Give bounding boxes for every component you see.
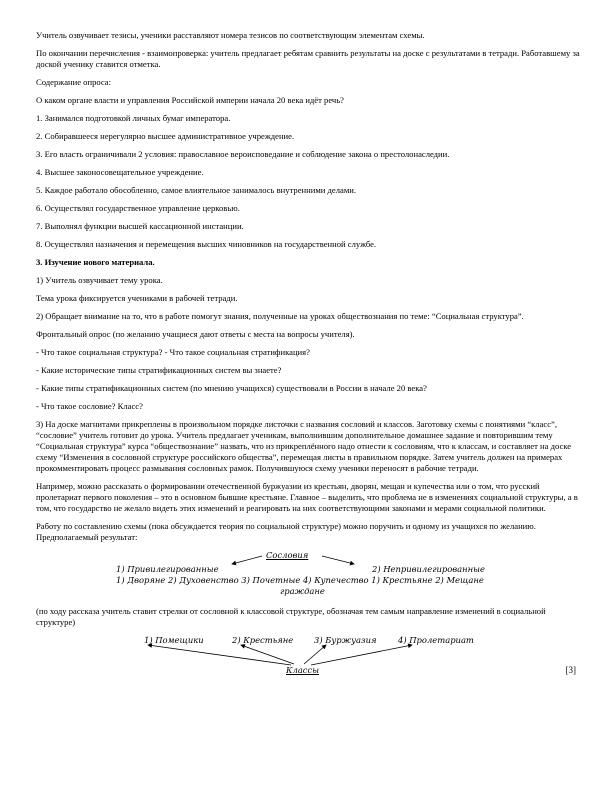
question-1: 1. Занимался подготовкой личных бумаг императора. — [36, 113, 231, 123]
privileged-label: 1) Привилегированные — [116, 564, 219, 574]
paragraph-3: Содержание опроса: — [36, 77, 112, 87]
question-6: 6. Осуществлял государственное управление церковью. — [36, 203, 240, 213]
paragraph-assignment: Работу по составлению схемы (пока обсуждается теория по социальной структуре) можно поручить и одному из учащихся по желанию. Предполагаемый результат: — [36, 521, 536, 542]
arrow-bourgeoisie — [304, 645, 326, 664]
survey-question-3: - Какие типы стратификационных систем (по мнению учащихся) существовали в России в начале 20 века? — [36, 383, 427, 393]
survey-question-2: - Какие исторические типы стратификационных систем вы знаете? — [36, 365, 282, 375]
classes-label: Классы — [286, 665, 320, 675]
classes-diagram — [36, 635, 584, 675]
document-page — [36, 30, 584, 675]
arrow-peasants — [241, 645, 294, 664]
paragraph-step-1: 1) Учитель озвучивает тему урока. — [36, 275, 163, 285]
paragraph-2: По окончании перечисления - взаимопроверка: учитель предлагает ребятам сравнить результаты на доске с результатами в тетради. Работавшему за доской ученику ставится отметка. — [36, 48, 580, 69]
paragraph-1: Учитель озвучивает тезисы, ученики расставляют номера тезисов по соответствующим элементам схемы. — [36, 30, 425, 40]
survey-question-4: - Что такое сословие? Класс? — [36, 401, 143, 411]
survey-question-1: - Что такое социальная структура? - Что такое социальная стратификация? — [36, 347, 310, 357]
arrow-left — [232, 556, 262, 564]
class-item-2: 2) Крестьяне — [232, 635, 294, 645]
estates-diagram — [36, 550, 584, 602]
estates-list-continuation: граждане — [280, 586, 325, 596]
question-4: 4. Высшее законосовещательное учреждение. — [36, 167, 204, 177]
page-number: [3] — [565, 665, 576, 675]
paragraph-4: О каком органе власти и управления Российской империи начала 20 века идёт речь? — [36, 95, 344, 105]
paragraph-frontal: Фронтальный опрос (по желанию учащиеся дают ответы с места на вопросы учителя). — [36, 329, 355, 339]
paragraph-step-2: 2) Обращает внимание на то, что в работе помогут знания, полученные на уроках обществознания по теме: “Социальная структура”. — [36, 311, 524, 321]
estates-list: 1) Дворяне 2) Духовенство 3) Почетные 4) Купечество 1) Крестьяне 2) Мещане — [116, 575, 484, 585]
teacher-note: (по ходу рассказа учитель ставит стрелки от сословной к классовой структуре, обозначая тем самым направление изменений в социальной структуре) — [36, 606, 546, 627]
arrow-proletariat — [311, 645, 412, 665]
paragraph-example: Например, можно рассказать о формировании отечественной буржуазии из крестьян, дворян, мещан и купечества или о том, что русский пролетариат первого поколения – это в основном бывшие крестьяне. Главное – выделить, что проблема не в изменениях социальной структуры, а в том, что государство не желало видеть этих изменений и реагировать на них соответствующими законами и мерами социальной политики. — [36, 481, 578, 513]
section-heading: 3. Изучение нового материала. — [36, 257, 155, 267]
question-8: 8. Осуществлял назначения и перемещения высших чиновников на государственной службе. — [36, 239, 377, 249]
question-5: 5. Каждое работало обособленно, самое влиятельное занималось внутренними делами. — [36, 185, 357, 195]
class-item-1: 1) Помещики — [144, 635, 204, 645]
question-7: 7. Выполнял функции высшей кассационной инстанции. — [36, 221, 244, 231]
question-2: 2. Собиравшееся нерегулярно высшее административное учреждение. — [36, 131, 295, 141]
arrow-right — [322, 556, 354, 564]
class-item-3: 3) Буржуазия — [314, 635, 377, 645]
paragraph-topic: Тема урока фиксируется учениками в рабочей тетради. — [36, 293, 238, 303]
estates-label: Сословия — [266, 550, 309, 560]
unprivileged-label: 2) Непривилегированные — [372, 564, 485, 574]
question-3: 3. Его власть ограничивали 2 условия: православное вероисповедание и соблюдение закона о престолонаследии. — [36, 149, 450, 159]
class-item-4: 4) Пролетариат — [398, 635, 474, 645]
paragraph-step-3: 3) На доске магнитами прикреплены в произвольном порядке листочки с названия сословий и классов. Заготовку схемы с понятиями “класс”, “сословие” учитель готовит до урока. Учитель предлагает ученикам, выполнившим дополнительное домашнее задание и повторившим тему “Социальная структура” курса “обществознание” назвать, что из прикреплённого надо отнести к сословиям, что к классам, и составляет на доске схему “Изменения в сословной структуре российского общества”, перемещая листы в правильном порядке. Затем учитель должен на примерах прокомментировать процесс размывания сословных рамок. Получившуюся схему ученики переносят в рабочие тетради. — [36, 419, 572, 473]
